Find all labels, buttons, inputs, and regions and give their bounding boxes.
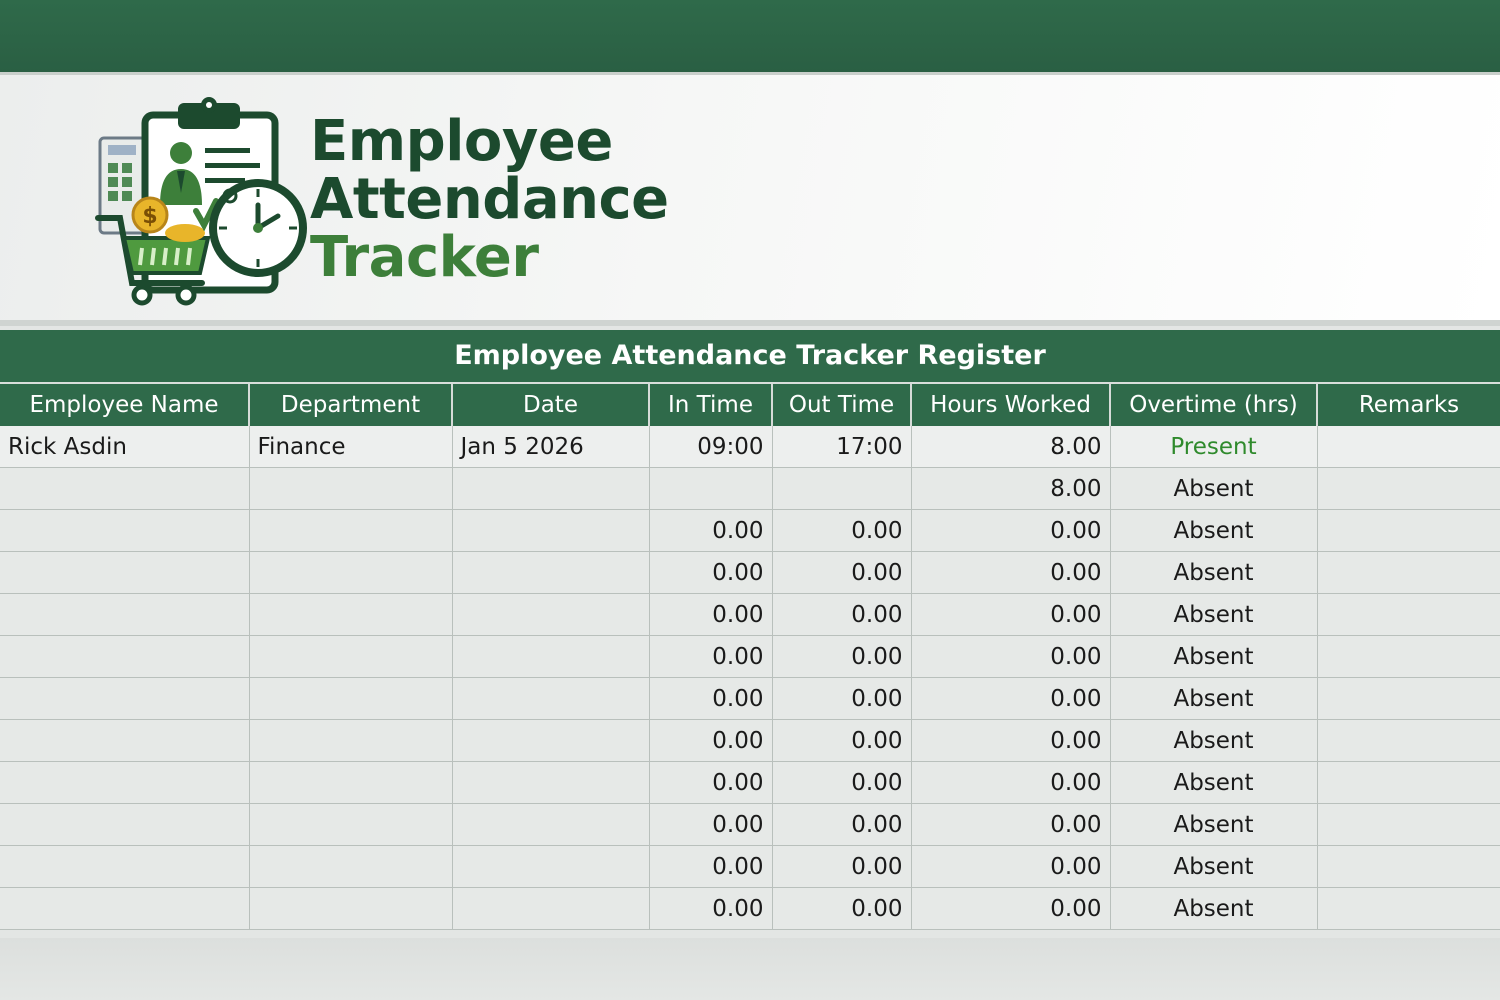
cell-remarks[interactable] bbox=[1317, 762, 1500, 804]
cell-hours-worked[interactable]: 0.00 bbox=[911, 594, 1110, 636]
cell-status[interactable]: Absent bbox=[1110, 468, 1317, 510]
cell-date[interactable] bbox=[452, 762, 649, 804]
cell-employee-name[interactable]: Rick Asdin bbox=[0, 426, 249, 468]
column-header-date[interactable]: Date bbox=[452, 384, 649, 426]
column-header-department[interactable]: Department bbox=[249, 384, 452, 426]
table-row bbox=[0, 804, 1500, 846]
cell-department[interactable] bbox=[249, 678, 452, 720]
cell-department[interactable] bbox=[249, 552, 452, 594]
cell-date[interactable] bbox=[452, 720, 649, 762]
cell-department[interactable] bbox=[249, 468, 452, 510]
cell-hours-worked[interactable]: 0.00 bbox=[911, 804, 1110, 846]
cell-employee-name[interactable] bbox=[0, 510, 249, 552]
cell-in-time[interactable]: 0.00 bbox=[649, 678, 772, 720]
cell-employee-name[interactable] bbox=[0, 636, 249, 678]
cell-date[interactable] bbox=[452, 804, 649, 846]
cell-department[interactable] bbox=[249, 636, 452, 678]
table-row bbox=[0, 846, 1500, 888]
cell-date[interactable] bbox=[452, 678, 649, 720]
app-title-line3: Tracker bbox=[310, 225, 539, 290]
cell-date[interactable] bbox=[452, 846, 649, 888]
cell-hours-worked[interactable]: 0.00 bbox=[911, 720, 1110, 762]
table-row bbox=[0, 594, 1500, 636]
table-row bbox=[0, 888, 1500, 930]
cell-in-time[interactable]: 0.00 bbox=[649, 888, 772, 930]
cell-in-time[interactable]: 0.00 bbox=[649, 510, 772, 552]
cell-hours-worked[interactable]: 0.00 bbox=[911, 510, 1110, 552]
cell-employee-name[interactable] bbox=[0, 720, 249, 762]
cell-out-time[interactable]: 0.00 bbox=[772, 552, 911, 594]
cell-hours-worked[interactable]: 0.00 bbox=[911, 636, 1110, 678]
app-title bbox=[310, 109, 670, 290]
cell-department[interactable] bbox=[249, 762, 452, 804]
cell-date[interactable] bbox=[452, 888, 649, 930]
cell-employee-name[interactable] bbox=[0, 888, 249, 930]
cell-remarks[interactable] bbox=[1317, 678, 1500, 720]
top-header-bar bbox=[0, 0, 1500, 75]
cell-date[interactable] bbox=[452, 468, 649, 510]
cell-department[interactable] bbox=[249, 804, 452, 846]
cell-remarks[interactable] bbox=[1317, 468, 1500, 510]
cell-department[interactable] bbox=[249, 594, 452, 636]
cell-department[interactable] bbox=[249, 720, 452, 762]
column-header-remarks[interactable]: Remarks bbox=[1317, 384, 1500, 426]
table-row bbox=[0, 762, 1500, 804]
column-header-employee-name[interactable]: Employee Name bbox=[0, 384, 249, 426]
cell-department[interactable] bbox=[249, 510, 452, 552]
cell-hours-worked[interactable]: 0.00 bbox=[911, 552, 1110, 594]
cell-in-time[interactable]: 0.00 bbox=[649, 594, 772, 636]
cell-status[interactable]: Present bbox=[1110, 426, 1317, 468]
cell-status[interactable]: Absent bbox=[1110, 552, 1317, 594]
table-row bbox=[0, 552, 1500, 594]
table-row bbox=[0, 426, 1500, 468]
cell-remarks[interactable] bbox=[1317, 804, 1500, 846]
cell-employee-name[interactable] bbox=[0, 846, 249, 888]
cell-status[interactable]: Absent bbox=[1110, 678, 1317, 720]
cell-in-time[interactable]: 0.00 bbox=[649, 636, 772, 678]
cell-department[interactable]: Finance bbox=[249, 426, 452, 468]
column-header-out-time[interactable]: Out Time bbox=[772, 384, 911, 426]
cell-status[interactable]: Absent bbox=[1110, 594, 1317, 636]
cell-hours-worked[interactable]: 8.00 bbox=[911, 426, 1110, 468]
cell-status[interactable]: Absent bbox=[1110, 762, 1317, 804]
column-header-overtime[interactable]: Overtime (hrs) bbox=[1110, 384, 1317, 426]
cell-out-time[interactable]: 0.00 bbox=[772, 678, 911, 720]
cell-date[interactable] bbox=[452, 552, 649, 594]
cell-out-time[interactable]: 17:00 bbox=[772, 426, 911, 468]
cell-remarks[interactable] bbox=[1317, 510, 1500, 552]
table-row bbox=[0, 678, 1500, 720]
table-row bbox=[0, 510, 1500, 552]
cell-out-time[interactable]: 0.00 bbox=[772, 720, 911, 762]
attendance-logo-icon bbox=[90, 93, 315, 308]
cell-hours-worked[interactable]: 0.00 bbox=[911, 888, 1110, 930]
cell-remarks[interactable] bbox=[1317, 888, 1500, 930]
cell-out-time[interactable]: 0.00 bbox=[772, 762, 911, 804]
table-row bbox=[0, 636, 1500, 678]
cell-status[interactable]: Absent bbox=[1110, 720, 1317, 762]
cell-date[interactable] bbox=[452, 510, 649, 552]
cell-date[interactable]: Jan 5 2026 bbox=[452, 426, 649, 468]
cell-out-time[interactable]: 0.00 bbox=[772, 636, 911, 678]
table-row bbox=[0, 720, 1500, 762]
cell-remarks[interactable] bbox=[1317, 552, 1500, 594]
cell-out-time[interactable]: 0.00 bbox=[772, 888, 911, 930]
app-title-line2: Attendance bbox=[310, 167, 669, 232]
cell-date[interactable] bbox=[452, 594, 649, 636]
cell-date[interactable] bbox=[452, 636, 649, 678]
coin-dollar-symbol: $ bbox=[142, 204, 158, 229]
cell-in-time[interactable]: 09:00 bbox=[649, 426, 772, 468]
attendance-table bbox=[0, 384, 1500, 930]
cell-remarks[interactable] bbox=[1317, 426, 1500, 468]
cell-employee-name[interactable] bbox=[0, 804, 249, 846]
cell-status[interactable]: Absent bbox=[1110, 846, 1317, 888]
cell-remarks[interactable] bbox=[1317, 720, 1500, 762]
cell-employee-name[interactable] bbox=[0, 762, 249, 804]
cell-in-time[interactable]: 0.00 bbox=[649, 552, 772, 594]
cell-status[interactable]: Absent bbox=[1110, 510, 1317, 552]
column-header-in-time[interactable]: In Time bbox=[649, 384, 772, 426]
cell-employee-name[interactable] bbox=[0, 468, 249, 510]
table-header-row bbox=[0, 384, 1500, 426]
cell-remarks[interactable] bbox=[1317, 636, 1500, 678]
cell-department[interactable] bbox=[249, 888, 452, 930]
cell-employee-name[interactable] bbox=[0, 594, 249, 636]
column-header-hours-worked[interactable]: Hours Worked bbox=[911, 384, 1110, 426]
table-row bbox=[0, 468, 1500, 510]
register-title: Employee Attendance Tracker Register bbox=[0, 330, 1500, 384]
sheet-empty-area bbox=[0, 938, 1500, 1000]
cell-in-time[interactable]: 0.00 bbox=[649, 720, 772, 762]
cell-in-time[interactable]: 0.00 bbox=[649, 762, 772, 804]
cell-out-time[interactable]: 0.00 bbox=[772, 804, 911, 846]
cell-status[interactable]: Absent bbox=[1110, 888, 1317, 930]
app-title-line1: Employee bbox=[310, 109, 613, 174]
cell-status[interactable]: Absent bbox=[1110, 804, 1317, 846]
cell-in-time[interactable]: 0.00 bbox=[649, 846, 772, 888]
cell-department[interactable] bbox=[249, 846, 452, 888]
cell-remarks[interactable] bbox=[1317, 594, 1500, 636]
cell-hours-worked[interactable]: 0.00 bbox=[911, 846, 1110, 888]
cell-in-time[interactable] bbox=[649, 468, 772, 510]
cell-hours-worked[interactable]: 0.00 bbox=[911, 678, 1110, 720]
cell-out-time[interactable]: 0.00 bbox=[772, 510, 911, 552]
cell-hours-worked[interactable]: 0.00 bbox=[911, 762, 1110, 804]
cell-employee-name[interactable] bbox=[0, 552, 249, 594]
cell-employee-name[interactable] bbox=[0, 678, 249, 720]
cell-out-time[interactable]: 0.00 bbox=[772, 594, 911, 636]
cell-out-time[interactable] bbox=[772, 468, 911, 510]
cell-out-time[interactable]: 0.00 bbox=[772, 846, 911, 888]
cell-status[interactable]: Absent bbox=[1110, 636, 1317, 678]
cell-in-time[interactable]: 0.00 bbox=[649, 804, 772, 846]
logo-banner bbox=[0, 75, 1500, 326]
cell-hours-worked[interactable]: 8.00 bbox=[911, 468, 1110, 510]
cell-remarks[interactable] bbox=[1317, 846, 1500, 888]
